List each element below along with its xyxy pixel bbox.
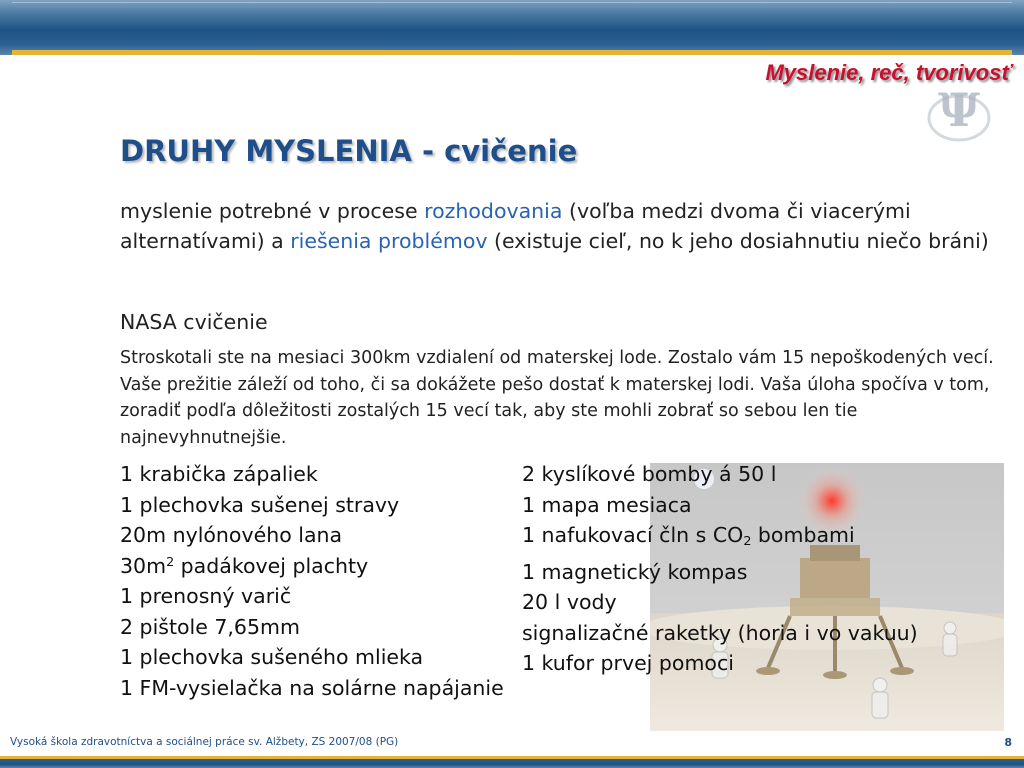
list-item: $30m^2$ padákovej plachty (120, 553, 369, 578)
highlight-decision-making: rozhodovania (424, 199, 563, 223)
intro-text: myslenie potrebné v procese (120, 199, 425, 223)
list-item: 1 plechovka sušenej stravy (120, 492, 400, 517)
list-item: 1 krabička zápaliek (120, 462, 318, 486)
items-list-right (522, 459, 918, 679)
intro-text: (voľba medzi dvoma či viacerými alternatívami) a (120, 199, 911, 253)
list-item: 2 kyslíkové bomby á 50 l (522, 462, 777, 486)
slide-title: DRUHY MYSLENIA - cvičenie (120, 134, 578, 168)
nasa-exercise-heading: NASA cvičenie (120, 310, 268, 334)
list-item: 1 FM-vysielačka na solárne napájanie (120, 675, 504, 700)
list-item: 1 prenosný varič (120, 584, 292, 608)
svg-text:Ψ: Ψ (937, 83, 981, 137)
psi-logo-icon (924, 78, 994, 148)
list-item: 20 l vody (522, 590, 617, 615)
presentation-title: Myslenie, reč, tvorivosť (765, 60, 1012, 85)
items-list-left (120, 459, 504, 703)
list-item: 1 nafukovací čln s $CO_2$ bombami (522, 523, 855, 549)
footer-institution: Vysoká škola zdravotníctva a sociálnej práce sv. Alžbety, ZS 2007/08 (PG) (10, 736, 399, 748)
list-item: 1 magnetický kompas (522, 559, 748, 584)
scenario-paragraph: Stroskotali ste na mesiaci 300km vzdialení od materskej lode. Zostalo vám 15 nepoškodených vecí. Vaše prežitie záleží od toho, či sa dokážete pešo dostať k materskej lodi. Vaša úloha spočíva v tom, zoradiť podľa dôležitosti zostalých 15 vecí tak, aby ste mohli zobrať so sebou len tie najnevyhnutnejšie. (120, 348, 994, 448)
page-number: 8 (1004, 736, 1012, 749)
bottom-banner (0, 756, 1024, 768)
list-item: signalizačné raketky (horia i vo vakuu) (522, 620, 918, 645)
intro-text: (existuje cieľ, no k jeho dosiahnutiu niečo bráni) (487, 229, 989, 253)
list-item: 2 pištole 7,65mm (120, 614, 300, 639)
list-item: 1 mapa mesiaca (522, 492, 692, 517)
top-banner (0, 0, 1024, 55)
list-item: 20m nylónového lana (120, 523, 343, 547)
list-item: 1 plechovka sušeného mlieka (120, 645, 424, 669)
list-item: 1 kufor prvej pomoci (522, 651, 734, 676)
highlight-problem-solving: riešenia problémov (290, 229, 488, 253)
intro-paragraph (120, 196, 990, 256)
